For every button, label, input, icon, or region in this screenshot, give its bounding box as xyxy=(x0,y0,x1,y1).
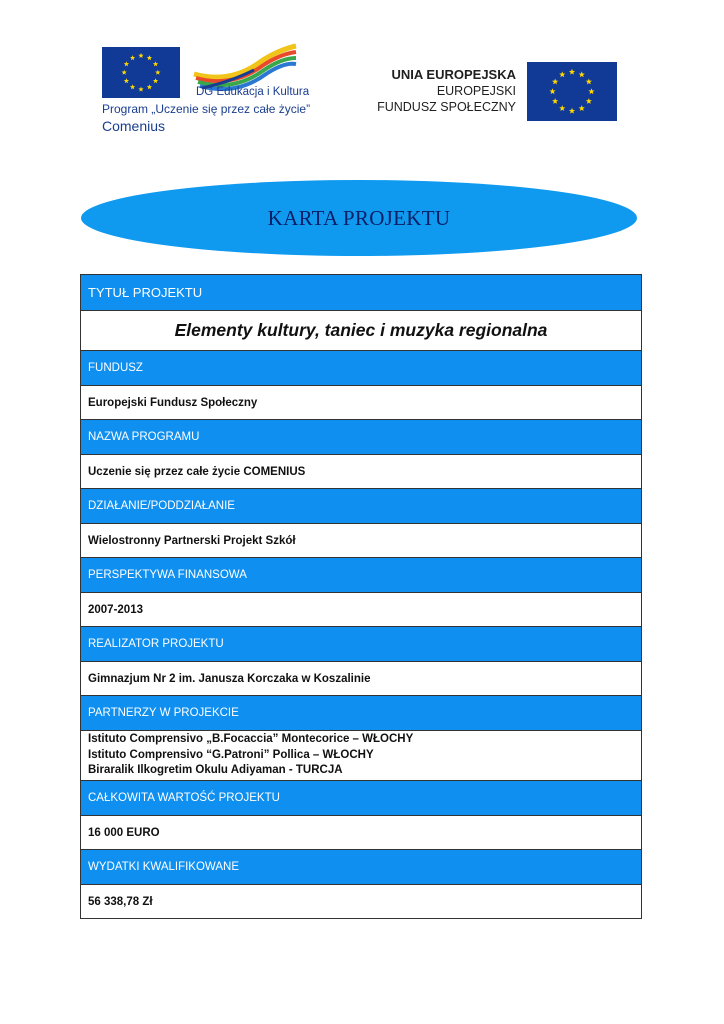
esf-line-2: EUROPEJSKI xyxy=(436,84,516,98)
star-icon xyxy=(138,87,143,92)
esf-line-3: FUNDUSZ SPOŁECZNY xyxy=(377,100,516,114)
star-icon xyxy=(559,105,565,111)
implementer-value: Gimnazjum Nr 2 im. Janusza Korczaka w Koszalinie xyxy=(81,662,641,696)
star-icon xyxy=(549,88,555,94)
title-ellipse xyxy=(81,180,637,256)
star-icon xyxy=(552,79,558,85)
star-icon xyxy=(588,88,594,94)
partners-label: PARTNERZY W PROJEKCIE xyxy=(81,696,641,731)
total-value: 16 000 EURO xyxy=(81,816,641,850)
star-icon xyxy=(130,84,135,89)
project-title-label: TYTUŁ PROJEKTU xyxy=(81,275,641,311)
eu-flag-stars xyxy=(527,62,617,121)
star-icon xyxy=(579,105,585,111)
star-ring xyxy=(122,53,161,92)
eligible-expenses-value: 56 338,78 Zł xyxy=(81,885,641,919)
esf-logo-text xyxy=(377,67,516,115)
comenius-label: Comenius xyxy=(102,118,166,134)
fund-value: Europejski Fundusz Społeczny xyxy=(81,386,641,420)
partner-item: Istituto Comprensivo „B.Focaccia” Montecorice – WŁOCHY xyxy=(88,733,414,746)
star-ring xyxy=(549,69,594,114)
star-icon xyxy=(552,98,558,104)
action-label: DZIAŁANIE/PODDZIAŁANIE xyxy=(81,489,641,524)
star-icon xyxy=(130,55,135,60)
program-label: Program „Uczenie się przez całe życie” xyxy=(102,102,311,116)
star-icon xyxy=(569,69,575,75)
action-value: Wielostronny Partnerski Projekt Szkół xyxy=(81,524,641,558)
dg-education-label: DG Edukacja i Kultura xyxy=(196,86,310,98)
program-name-value: Uczenie się przez całe życie COMENIUS xyxy=(81,455,641,489)
partners-list xyxy=(81,731,641,781)
project-title-value: Elementy kultury, taniec i muzyka regionalna xyxy=(81,311,641,351)
eu-flag-icon xyxy=(527,62,617,121)
star-icon xyxy=(569,108,575,114)
partner-item: Biraralik Ilkogretim Okulu Adiyaman - TURCJA xyxy=(88,764,343,777)
star-icon xyxy=(579,71,585,77)
project-card-table xyxy=(80,274,642,919)
star-icon xyxy=(153,61,158,66)
star-icon xyxy=(586,98,592,104)
eu-flag-stars xyxy=(102,47,180,98)
page-title: KARTA PROJEKTU xyxy=(267,205,451,230)
star-icon xyxy=(147,55,152,60)
implementer-label: REALIZATOR PROJEKTU xyxy=(81,627,641,662)
star-icon xyxy=(122,70,127,75)
star-icon xyxy=(124,61,129,66)
star-icon xyxy=(147,84,152,89)
star-icon xyxy=(155,70,160,75)
financial-perspective-value: 2007-2013 xyxy=(81,593,641,627)
financial-perspective-label: PERSPEKTYWA FINANSOWA xyxy=(81,558,641,593)
esf-line-1: UNIA EUROPEJSKA xyxy=(391,67,516,82)
star-icon xyxy=(559,71,565,77)
star-icon xyxy=(586,79,592,85)
star-icon xyxy=(124,78,129,83)
star-icon xyxy=(153,78,158,83)
fund-label: FUNDUSZ xyxy=(81,351,641,386)
eu-flag-icon xyxy=(102,47,180,98)
star-icon xyxy=(138,53,143,58)
partner-item: Istituto Comprensivo “G.Patroni” Pollica – WŁOCHY xyxy=(88,748,374,761)
eligible-expenses-label: WYDATKI KWALIFIKOWANE xyxy=(81,850,641,885)
program-name-label: NAZWA PROGRAMU xyxy=(81,420,641,455)
total-value-label: CAŁKOWITA WARTOŚĆ PROJEKTU xyxy=(81,781,641,816)
